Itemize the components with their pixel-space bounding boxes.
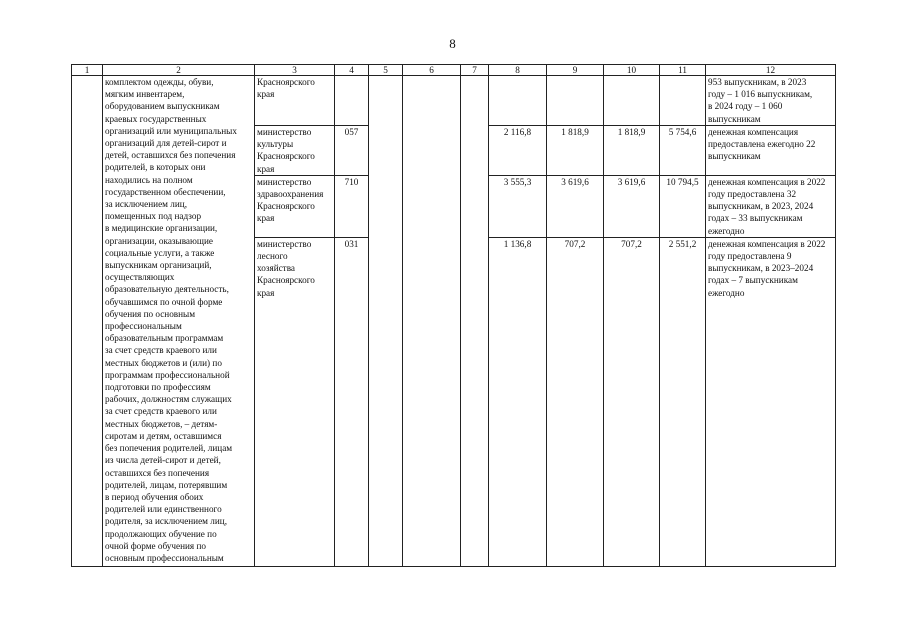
header-cell: 12 [706, 65, 836, 76]
empty-cell [403, 76, 461, 567]
executor-cell: министерство культуры Красноярского края [255, 126, 335, 176]
row-number-cell [72, 76, 103, 567]
result-cell: денежная компенсация предоставлена ежегодно 22 выпускникам [706, 126, 836, 176]
code-cell: 710 [335, 175, 369, 237]
header-cell: 4 [335, 65, 369, 76]
executor-cell: Красноярского края [255, 76, 335, 126]
header-cell: 5 [369, 65, 403, 76]
header-cell: 7 [461, 65, 489, 76]
executor-cell: министерство лесного хозяйства Красноярского края [255, 237, 335, 566]
table-row [72, 76, 836, 126]
header-cell: 11 [660, 65, 706, 76]
value-cell [489, 76, 547, 126]
value-cell: 3 619,6 [547, 175, 604, 237]
page-number: 8 [449, 36, 456, 51]
header-cell: 8 [489, 65, 547, 76]
description-text: комплектом одежды, обуви, мягким инвентарем, оборудованием выпускникам краевых государственных организаций или муниципальных организаций для детей-сирот и детей, оставшихся без попечения родителей, в которых они находились на полном государственном обеспечении, за исключением лиц, помещенных под надзор в медицинские организации, организации, оказывающие социальные услуги, а также выпускникам организаций, осуществляющих образовательную деятельность, обучавшимся по очной форме обучения по основным профессиональным образовательным программам за счет средств краевого или местных бюджетов и (или) по программам профессиональной подготовки по профессиям рабочих, должностям служащих за счет средств краевого или местных бюджетов, – детям- сиротам и детям, оставшимся без попечения родителей, лицам из числа детей-сирот и детей, оставшихся без попечения родителей, лицам, потерявшим в период обучения обоих родителей или единственного родителя, за исключением лиц, продолжающих обучение по очной форме обучения по основным профессиональным [105, 77, 237, 563]
code-cell: 057 [335, 126, 369, 176]
value-cell: 1 818,9 [547, 126, 604, 176]
value-cell: 3 619,6 [604, 175, 660, 237]
result-cell: денежная компенсация в 2022 году предоставлена 9 выпускникам, в 2023–2024 годах – 7 выпускникам ежегодно [706, 237, 836, 566]
value-cell [604, 76, 660, 126]
header-row [72, 65, 836, 76]
value-cell: 707,2 [547, 237, 604, 566]
value-cell: 10 794,5 [660, 175, 706, 237]
header-cell: 9 [547, 65, 604, 76]
value-cell: 1 136,8 [489, 237, 547, 566]
value-cell: 5 754,6 [660, 126, 706, 176]
value-cell [547, 76, 604, 126]
code-cell: 031 [335, 237, 369, 566]
value-cell: 707,2 [604, 237, 660, 566]
empty-cell [369, 76, 403, 567]
value-cell: 2 116,8 [489, 126, 547, 176]
value-cell: 2 551,2 [660, 237, 706, 566]
empty-cell [461, 76, 489, 567]
result-cell: денежная компенсация в 2022 году предоставлена 32 выпускникам, в 2023, 2024 годах – 33 выпускникам ежегодно [706, 175, 836, 237]
header-cell: 2 [103, 65, 255, 76]
header-cell: 3 [255, 65, 335, 76]
header-cell: 1 [72, 65, 103, 76]
header-cell: 10 [604, 65, 660, 76]
executor-cell: министерство здравоохранения Красноярского края [255, 175, 335, 237]
value-cell: 3 555,3 [489, 175, 547, 237]
budget-table [71, 64, 836, 567]
value-cell [660, 76, 706, 126]
header-cell: 6 [403, 65, 461, 76]
result-cell: 953 выпускникам, в 2023 году – 1 016 выпускникам, в 2024 году – 1 060 выпускникам [706, 76, 836, 126]
value-cell: 1 818,9 [604, 126, 660, 176]
code-cell [335, 76, 369, 126]
description-cell [103, 76, 255, 567]
